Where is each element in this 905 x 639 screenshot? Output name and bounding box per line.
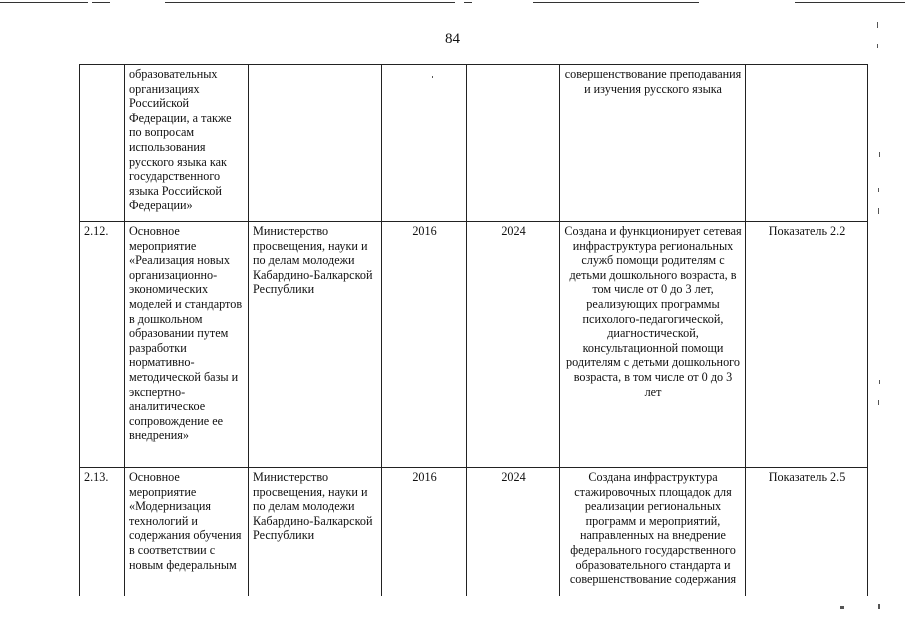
table-row: [80, 65, 868, 222]
measure-end-year: 2024: [467, 222, 560, 468]
measure-number: 2.13.: [80, 468, 125, 596]
measure-start-year: [382, 65, 467, 222]
program-measures-table: [79, 64, 868, 596]
scan-artifact-line: [464, 2, 472, 3]
measure-indicator: [746, 65, 868, 222]
measure-start-year: 2016: [382, 468, 467, 596]
measure-executor: [249, 65, 382, 222]
measure-end-year: 2024: [467, 468, 560, 596]
scan-artifact-line: [533, 2, 699, 3]
table-row: [80, 222, 868, 468]
scan-artifact-line: [0, 2, 88, 3]
measure-name: Основное мероприятие «Реализация новых организационно-экономических моделей и стандартов в дошкольном образовании путем разработки нормативно-методической базы и экспертно-аналитическое сопровождение ее внедрения»: [125, 222, 249, 468]
measure-start-year: 2016: [382, 222, 467, 468]
scan-artifact-line: [92, 2, 110, 3]
measure-result: Создана инфраструктура стажировочных площадок для реализации региональных программ и мероприятий, направленных на внедрение федерального государственного образовательного стандарта и совершенствование содержания: [560, 468, 746, 596]
measure-number: 2.12.: [80, 222, 125, 468]
table-row: [80, 468, 868, 596]
scan-artifact-line: [795, 2, 905, 3]
measure-name: образовательных организациях Российской Федерации, а также по вопросам использования русского языка как государственного языка Российской Федерации»: [125, 65, 249, 222]
measure-end-year: [467, 65, 560, 222]
measure-indicator: Показатель 2.5: [746, 468, 868, 596]
measure-executor: Министерство просвещения, науки и по делам молодежи Кабардино-Балкарской Республики: [249, 222, 382, 468]
measure-result: совершенствование преподавания и изучения русского языка: [560, 65, 746, 222]
page-number: 84: [445, 31, 460, 47]
measure-name: Основное мероприятие «Модернизация технологий и содержания обучения в соответствии с новым федеральным: [125, 468, 249, 596]
measure-indicator: Показатель 2.2: [746, 222, 868, 468]
measure-executor: Министерство просвещения, науки и по делам молодежи Кабардино-Балкарской Республики: [249, 468, 382, 596]
measure-result: Создана и функционирует сетевая инфраструктура региональных служб помощи родителям с детьми дошкольного возраста, в том числе от 0 до 3 лет, реализующих программы психолого-педагогической, диагностической, консультационной помощи родителям с детьми дошкольного возраста, в том числе от 0 до 3 лет: [560, 222, 746, 468]
measure-number: [80, 65, 125, 222]
scan-artifact-line: [165, 2, 455, 3]
